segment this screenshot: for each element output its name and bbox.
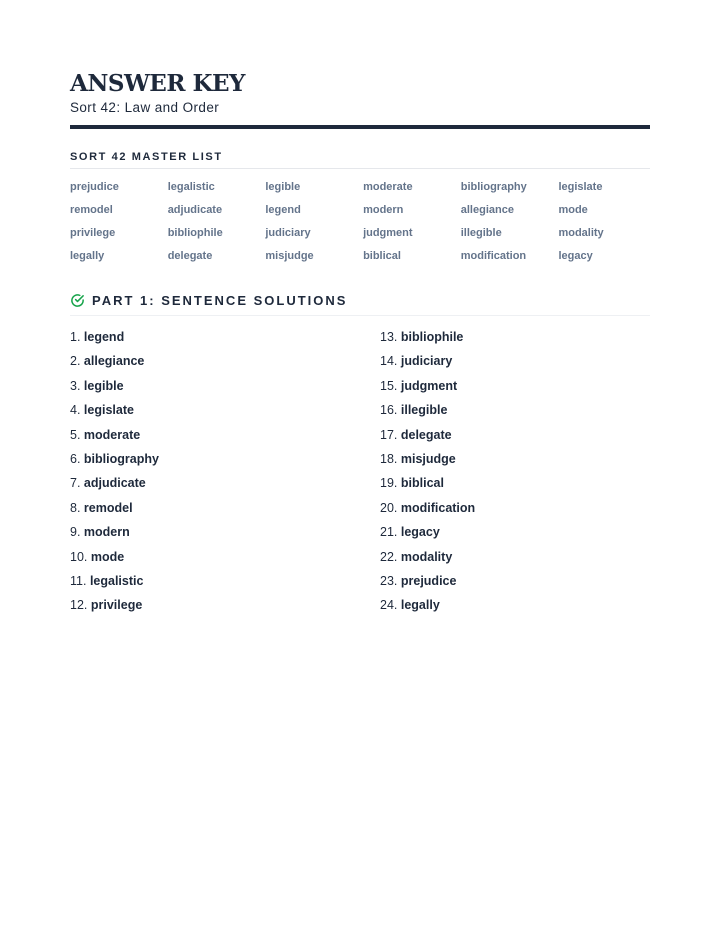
master-list-word: legalistic bbox=[167, 181, 215, 193]
answer-item bbox=[380, 475, 650, 499]
answer-item bbox=[380, 378, 650, 402]
master-list-word: bibliophile bbox=[167, 227, 223, 239]
answer-number: 18. bbox=[380, 451, 398, 466]
answer-word: legacy bbox=[400, 525, 440, 540]
answer-item bbox=[380, 524, 650, 548]
answer-item bbox=[380, 402, 650, 426]
answer-number: 8. bbox=[70, 500, 81, 515]
answer-number: 13. bbox=[380, 330, 398, 344]
answer-item bbox=[380, 597, 650, 621]
master-list-word: legally bbox=[70, 250, 105, 262]
answer-item bbox=[70, 500, 380, 524]
answer-number: 10. bbox=[70, 549, 88, 564]
answer-item bbox=[70, 573, 380, 597]
answer-number: 1. bbox=[70, 330, 81, 344]
part1-header bbox=[70, 293, 650, 316]
answer-item bbox=[380, 353, 650, 377]
answer-item bbox=[70, 549, 380, 573]
title-divider bbox=[70, 125, 650, 129]
answer-word: legally bbox=[400, 598, 440, 613]
answer-word: privilege bbox=[90, 598, 143, 613]
answer-word: bibliophile bbox=[400, 330, 464, 344]
answer-word: legend bbox=[83, 330, 125, 344]
answer-number: 17. bbox=[380, 427, 398, 442]
answer-word: moderate bbox=[83, 427, 141, 442]
answer-word: judiciary bbox=[400, 354, 453, 369]
check-circle-icon bbox=[70, 293, 85, 308]
master-list-grid bbox=[70, 179, 650, 264]
master-list-word: judiciary bbox=[265, 227, 311, 239]
part1-title: PART 1: SENTENCE SOLUTIONS bbox=[92, 293, 348, 308]
answer-number: 14. bbox=[380, 354, 398, 369]
master-list-word: prejudice bbox=[70, 181, 119, 193]
master-list-word: biblical bbox=[363, 250, 401, 262]
answer-item bbox=[70, 353, 380, 377]
answer-number: 20. bbox=[380, 500, 398, 515]
answer-word: judgment bbox=[400, 378, 458, 393]
answer-word: modality bbox=[400, 549, 453, 564]
master-list-word: adjudicate bbox=[167, 204, 223, 216]
answer-number: 6. bbox=[70, 451, 81, 466]
answer-word: misjudge bbox=[400, 451, 456, 466]
answer-item bbox=[70, 329, 380, 353]
answer-number: 3. bbox=[70, 378, 81, 393]
answer-item bbox=[380, 500, 650, 524]
master-list-word: privilege bbox=[70, 227, 116, 239]
answer-item bbox=[70, 597, 380, 621]
master-list-word: illegible bbox=[460, 227, 502, 239]
master-list-heading: SORT 42 MASTER LIST bbox=[70, 151, 650, 169]
answer-item bbox=[380, 451, 650, 475]
answer-word: adjudicate bbox=[83, 476, 146, 491]
answer-number: 19. bbox=[380, 476, 398, 491]
answer-item bbox=[70, 427, 380, 451]
master-list-word: judgment bbox=[363, 227, 413, 239]
answer-item bbox=[70, 475, 380, 499]
master-list-word: legacy bbox=[558, 250, 593, 262]
answer-number: 9. bbox=[70, 525, 81, 540]
answer-key-page bbox=[70, 70, 650, 622]
answer-number: 21. bbox=[380, 525, 398, 540]
master-list-word: allegiance bbox=[460, 204, 514, 216]
master-list-word: legend bbox=[265, 204, 301, 216]
answer-number: 7. bbox=[70, 476, 81, 491]
master-list-word: bibliography bbox=[460, 181, 527, 193]
master-list-word: delegate bbox=[167, 250, 213, 262]
page-title: ANSWER KEY bbox=[70, 70, 245, 97]
answer-item bbox=[380, 427, 650, 451]
answer-word: delegate bbox=[400, 427, 452, 442]
master-list-word: remodel bbox=[70, 204, 113, 216]
answer-word: legalistic bbox=[89, 573, 144, 588]
answer-word: illegible bbox=[400, 403, 448, 418]
answer-item bbox=[70, 378, 380, 402]
master-list-word: modality bbox=[558, 227, 604, 239]
answer-item bbox=[380, 549, 650, 573]
master-list-word: mode bbox=[558, 204, 588, 216]
answer-word: bibliography bbox=[83, 451, 159, 466]
answer-word: allegiance bbox=[83, 354, 145, 369]
answer-item bbox=[380, 573, 650, 597]
answer-word: biblical bbox=[400, 476, 444, 491]
answer-item bbox=[380, 329, 650, 353]
answer-word: mode bbox=[90, 549, 125, 564]
master-list-word: legible bbox=[265, 181, 301, 193]
answer-list bbox=[70, 329, 650, 622]
answer-number: 2. bbox=[70, 354, 81, 369]
page-subtitle: Sort 42: Law and Order bbox=[70, 100, 220, 115]
answer-word: modification bbox=[400, 500, 476, 515]
answer-item bbox=[70, 524, 380, 548]
answer-number: 11. bbox=[70, 573, 87, 588]
master-list-word: modern bbox=[363, 204, 404, 216]
answer-number: 23. bbox=[380, 573, 398, 588]
answer-item bbox=[70, 451, 380, 475]
answer-word: legislate bbox=[83, 403, 134, 418]
answer-number: 24. bbox=[380, 598, 398, 613]
master-list-word: modification bbox=[460, 250, 527, 262]
master-list-word: moderate bbox=[363, 181, 413, 193]
answer-item bbox=[70, 402, 380, 426]
answer-number: 16. bbox=[380, 403, 398, 418]
master-list-word: legislate bbox=[558, 181, 603, 193]
answer-number: 12. bbox=[70, 598, 88, 613]
answer-number: 15. bbox=[380, 378, 398, 393]
master-list-word: misjudge bbox=[265, 250, 314, 262]
answer-number: 4. bbox=[70, 403, 81, 418]
answer-word: legible bbox=[83, 378, 124, 393]
answer-word: modern bbox=[83, 525, 130, 540]
answer-number: 22. bbox=[380, 549, 398, 564]
answer-word: prejudice bbox=[400, 573, 457, 588]
answer-word: remodel bbox=[83, 500, 133, 515]
answer-number: 5. bbox=[70, 427, 81, 442]
